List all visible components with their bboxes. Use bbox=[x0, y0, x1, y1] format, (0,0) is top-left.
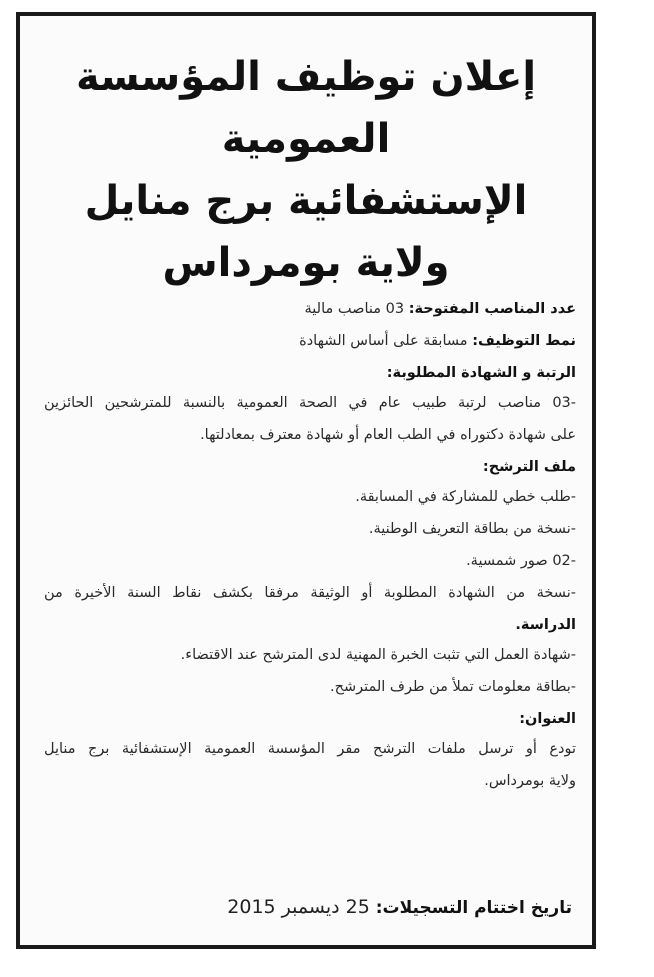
file-item-4b: الدراسة. bbox=[515, 617, 576, 633]
posts-row bbox=[44, 294, 576, 326]
mode-label: نمط التوظيف: bbox=[472, 333, 576, 349]
file-item-2: -نسخة من بطاقة التعريف الوطنية. bbox=[368, 521, 576, 537]
file-item-6: -بطاقة معلومات تملأ من طرف المترشح. bbox=[330, 679, 576, 695]
address-heading: العنوان: bbox=[519, 711, 576, 727]
file-item-4a: -نسخة من الشهادة المطلوبة أو الوثيقة مرفقا بكشف نقاط السنة الأخيرة من bbox=[44, 585, 576, 601]
announcement-body bbox=[44, 294, 576, 798]
closing-date-value: 25 ديسمبر 2015 bbox=[227, 896, 370, 918]
file-item-5: -شهادة العمل التي تثبت الخبرة المهنية لدى المترشح عند الاقتضاء. bbox=[180, 647, 576, 663]
announcement-title bbox=[40, 46, 572, 294]
mode-value: مسابقة على أساس الشهادة bbox=[299, 333, 468, 349]
closing-date-label: تاريخ اختتام التسجيلات: bbox=[375, 898, 572, 918]
title-line-3: ولاية بومرداس bbox=[162, 240, 450, 286]
announcement-frame bbox=[16, 12, 596, 949]
grade-heading: الرتبة و الشهادة المطلوبة: bbox=[386, 365, 576, 381]
posts-value: 03 مناصب مالية bbox=[304, 301, 405, 317]
file-item-1: -طلب خطي للمشاركة في المسابقة. bbox=[355, 489, 576, 505]
title-line-1: إعلان توظيف المؤسسة العمومية bbox=[75, 54, 537, 162]
posts-label: عدد المناصب المفتوحة: bbox=[408, 301, 576, 317]
address-line-1: تودع أو ترسل ملفات الترشح مقر المؤسسة العمومية الإستشفائية برج منايل bbox=[44, 741, 576, 757]
address-line-2: ولاية بومرداس. bbox=[484, 773, 576, 789]
mode-row bbox=[44, 326, 576, 358]
title-line-2: الإستشفائية برج منايل bbox=[84, 178, 528, 224]
grade-line-1: -03 مناصب لرتبة طبيب عام في الصحة العمومية بالنسبة للمترشحين الحائزين bbox=[44, 395, 576, 411]
file-heading: ملف الترشح: bbox=[482, 459, 576, 475]
closing-date-row bbox=[227, 896, 572, 918]
file-item-3: -02 صور شمسية. bbox=[466, 553, 576, 569]
grade-line-2: على شهادة دكتوراه في الطب العام أو شهادة معترف بمعادلتها. bbox=[200, 427, 576, 443]
